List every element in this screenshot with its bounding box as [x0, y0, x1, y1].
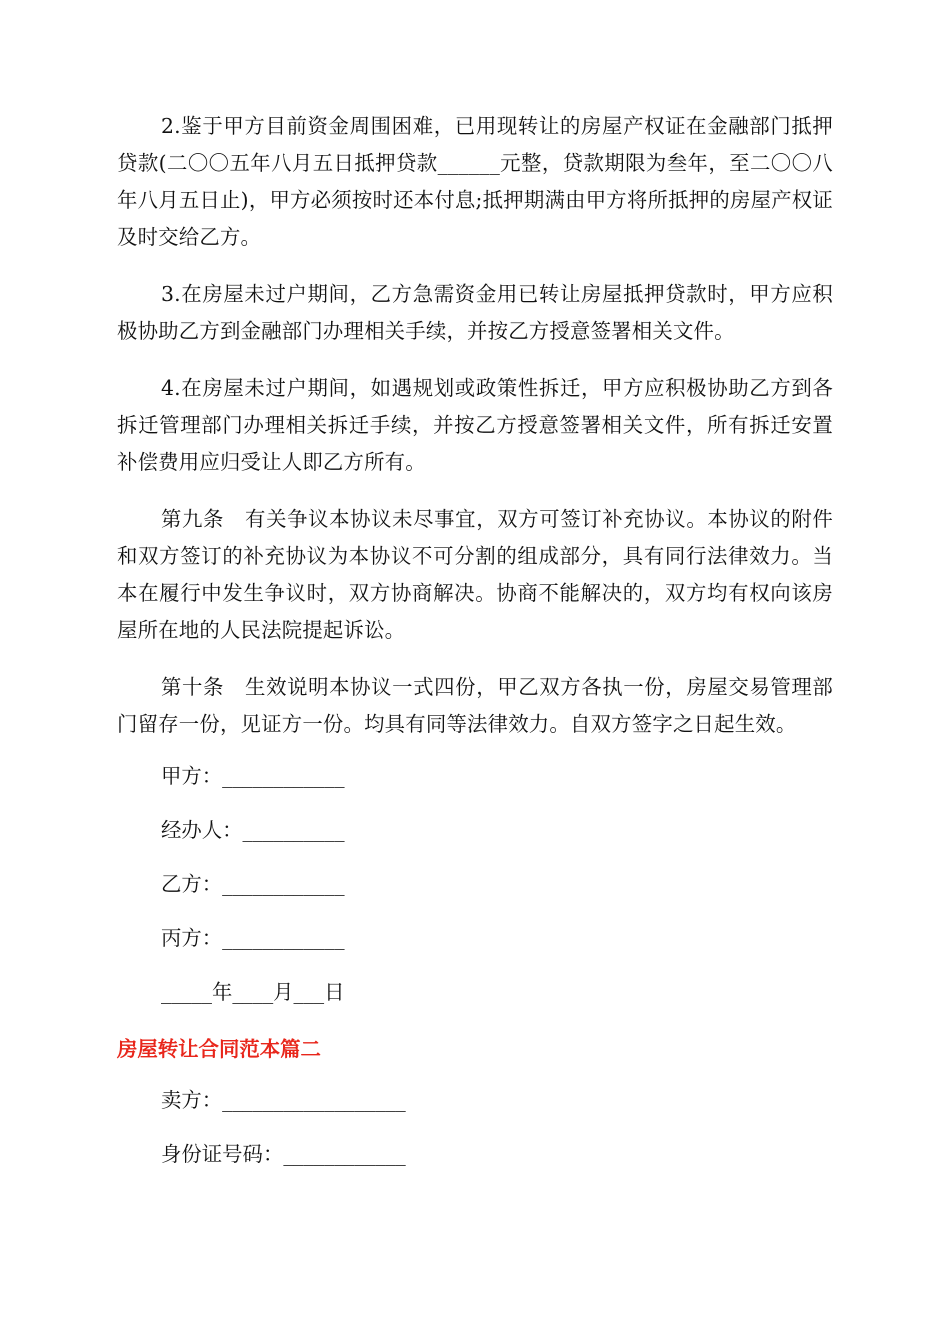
paragraph-clause-3: 3.在房屋未过户期间，乙方急需资金用已转让房屋抵押贷款时，甲方应积极协助乙方到金融部门办理相关手续，并按乙方授意签署相关文件。 [117, 282, 833, 343]
paragraph-article-10: 第十条 生效说明本协议一式四份，甲乙双方各执一份，房屋交易管理部门留存一份，见证方一份。均具有同等法律效力。自双方签字之日起生效。 [117, 675, 833, 736]
paragraph-clause-2: 2.鉴于甲方目前资金周围困难，已用现转让的房屋产权证在金融部门抵押贷款(二〇〇五年八月五日抵押贷款______元整，贷款期限为叁年，至二〇〇八年八月五日止)，甲方必须按时还本付息;抵押期满由甲方将所抵押的房屋产权证及时交给乙方。 [117, 114, 833, 249]
paragraph-article-9: 第九条 有关争议本协议未尽事宜，双方可签订补充协议。本协议的附件和双方签订的补充协议为本协议不可分割的组成部分，具有同行法律效力。当本在履行中发生争议时，双方协商解决。协商不能解决的，双方均有权向该房屋所在地的人民法院提起诉讼。 [117, 507, 833, 642]
field-id-number: 身份证号码：____________ [161, 1142, 406, 1166]
signature-party-b: 乙方：____________ [161, 872, 345, 896]
paragraph-clause-4: 4.在房屋未过户期间，如遇规划或政策性拆迁，甲方应积极协助乙方到各拆迁管理部门办理相关拆迁手续，并按乙方授意签署相关文件，所有拆迁安置补偿费用应归受让人即乙方所有。 [117, 376, 833, 474]
signature-party-c: 丙方：____________ [161, 926, 345, 950]
section-title: 房屋转让合同范本篇二 [117, 1037, 321, 1061]
date-line: _____年____月___日 [161, 980, 345, 1004]
field-seller: 卖方：__________________ [161, 1088, 406, 1112]
signature-agent: 经办人：__________ [161, 818, 345, 842]
signature-party-a: 甲方：____________ [161, 764, 345, 788]
document-page [117, 108, 833, 1181]
